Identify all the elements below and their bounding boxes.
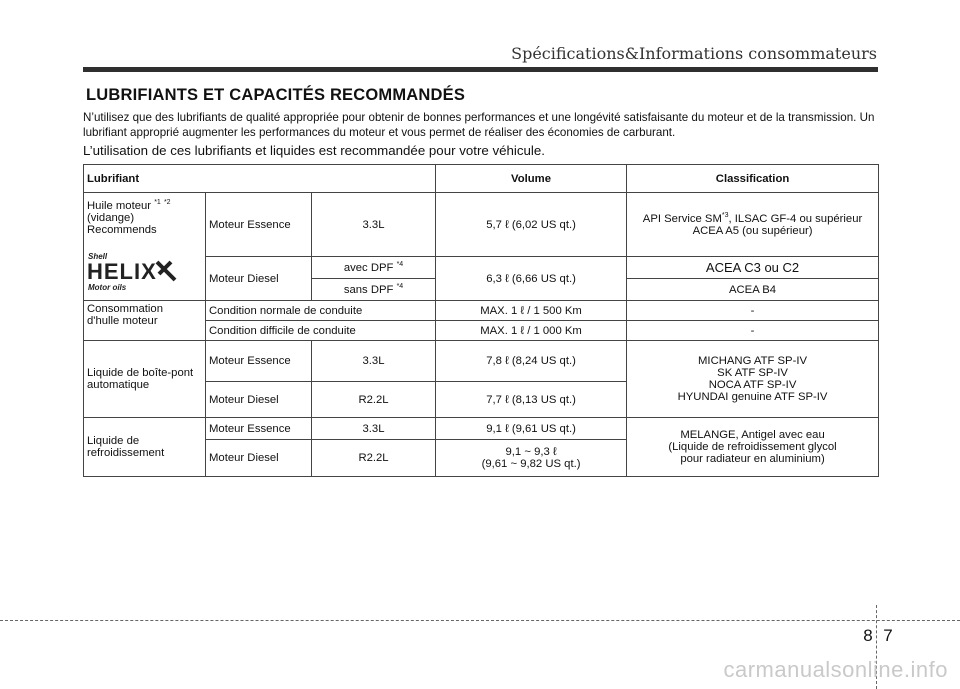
oil-consumption-normal-condition: Condition normale de conduite xyxy=(206,301,436,321)
engine-oil-without-dpf: sans DPF $^{*4}$ xyxy=(312,279,436,301)
coolant-diesel-displacement: R2.2L xyxy=(312,440,436,477)
shell-helix-logo xyxy=(87,250,177,294)
engine-oil-petrol-volume: 5,7 ℓ (6,02 US qt.) xyxy=(436,193,627,257)
footer-divider xyxy=(0,620,960,621)
atf-diesel-engine: Moteur Diesel xyxy=(206,382,312,418)
chapter-number: 8 xyxy=(863,626,873,645)
oil-consumption-severe-volume: MAX. 1 ℓ / 1 000 Km xyxy=(436,321,627,341)
engine-oil-with-dpf: avec DPF $^{*4}$ xyxy=(312,257,436,279)
engine-oil-petrol-displacement: 3.3L xyxy=(312,193,436,257)
atf-petrol-volume: 7,8 ℓ (8,24 US qt.) xyxy=(436,341,627,382)
coolant-petrol-displacement: 3.3L xyxy=(312,418,436,440)
oil-consumption-normal-classification: - xyxy=(627,301,879,321)
coolant-label: Liquide de refroidissement xyxy=(84,418,206,477)
atf-petrol-engine: Moteur Essence xyxy=(206,341,312,382)
watermark: carmanualsonline.info xyxy=(723,657,948,682)
engine-oil-with-dpf-classification: ACEA C3 ou C2 xyxy=(627,257,879,279)
section-title: LUBRIFIANTS ET CAPACITÉS RECOMMANDÉS xyxy=(86,86,466,104)
oil-consumption-normal-volume: MAX. 1 ℓ / 1 500 Km xyxy=(436,301,627,321)
intro-paragraph: N’utilisez que des lubrifiants de qualité appropriée pour obtenir de bonnes performances et une longévité satisfaisante du moteur et de la transmission. Un lubrifiant approprié augmenter les performances du moteur et vous permet de réaliser des économies de carburant. xyxy=(83,111,875,139)
header-lubricant: Lubrifiant xyxy=(84,165,436,193)
logo-brand-text: Shell xyxy=(88,251,108,261)
table-row xyxy=(84,341,879,382)
engine-oil-diesel-volume: 6,3 ℓ (6,66 US qt.) xyxy=(436,257,627,301)
table-header-row xyxy=(84,165,879,193)
coolant-diesel-volume: 9,1 ~ 9,3 ℓ (9,61 ~ 9,82 US qt.) xyxy=(436,440,627,477)
header-classification: Classification xyxy=(627,165,879,193)
table-row xyxy=(84,193,879,257)
page-number xyxy=(860,626,896,646)
coolant-classification: MELANGE, Antigel avec eau (Liquide de refroidissement glycol pour radiateur en aluminium) xyxy=(627,418,879,477)
chapter-header-title: Spécifications&Informations consommateurs xyxy=(511,44,877,63)
engine-oil-without-dpf-classification: ACEA B4 xyxy=(627,279,879,301)
atf-label: Liquide de boîte-pont automatique xyxy=(84,341,206,418)
header-volume: Volume xyxy=(436,165,627,193)
header-rule xyxy=(83,67,878,72)
atf-petrol-displacement: 3.3L xyxy=(312,341,436,382)
coolant-diesel-engine: Moteur Diesel xyxy=(206,440,312,477)
oil-consumption-severe-classification: - xyxy=(627,321,879,341)
atf-diesel-displacement: R2.2L xyxy=(312,382,436,418)
table-row xyxy=(84,418,879,440)
atf-diesel-volume: 7,7 ℓ (8,13 US qt.) xyxy=(436,382,627,418)
page-index: 7 xyxy=(883,626,893,645)
coolant-petrol-volume: 9,1 ℓ (9,61 US qt.) xyxy=(436,418,627,440)
engine-oil-label: Huile moteur $^{*1}$ $^{*2}$ (vidange) Recommends Shell HELIX Motor oils xyxy=(84,193,206,301)
lubricants-table xyxy=(83,164,879,477)
logo-sub-text: Motor oils xyxy=(88,282,127,292)
atf-classification: MICHANG ATF SP-IV SK ATF SP-IV NOCA ATF SP-IV HYUNDAI genuine ATF SP-IV xyxy=(627,341,879,418)
engine-oil-petrol-classification: API Service SM$^{*3}$, ILSAC GF-4 ou supérieur ACEA A5 (ou supérieur) xyxy=(627,193,879,257)
logo-name-text: HELIX xyxy=(87,258,157,284)
oil-consumption-label: Consommation d'hulle moteur xyxy=(84,301,206,341)
engine-oil-petrol-engine: Moteur Essence xyxy=(206,193,312,257)
table-row xyxy=(84,301,879,321)
engine-oil-diesel-engine: Moteur Diesel xyxy=(206,257,312,301)
oil-consumption-severe-condition: Condition difficile de conduite xyxy=(206,321,436,341)
coolant-petrol-engine: Moteur Essence xyxy=(206,418,312,440)
recommendation-note: L’utilisation de ces lubrifiants et liquides est recommandée pour votre véhicule. xyxy=(83,143,545,158)
